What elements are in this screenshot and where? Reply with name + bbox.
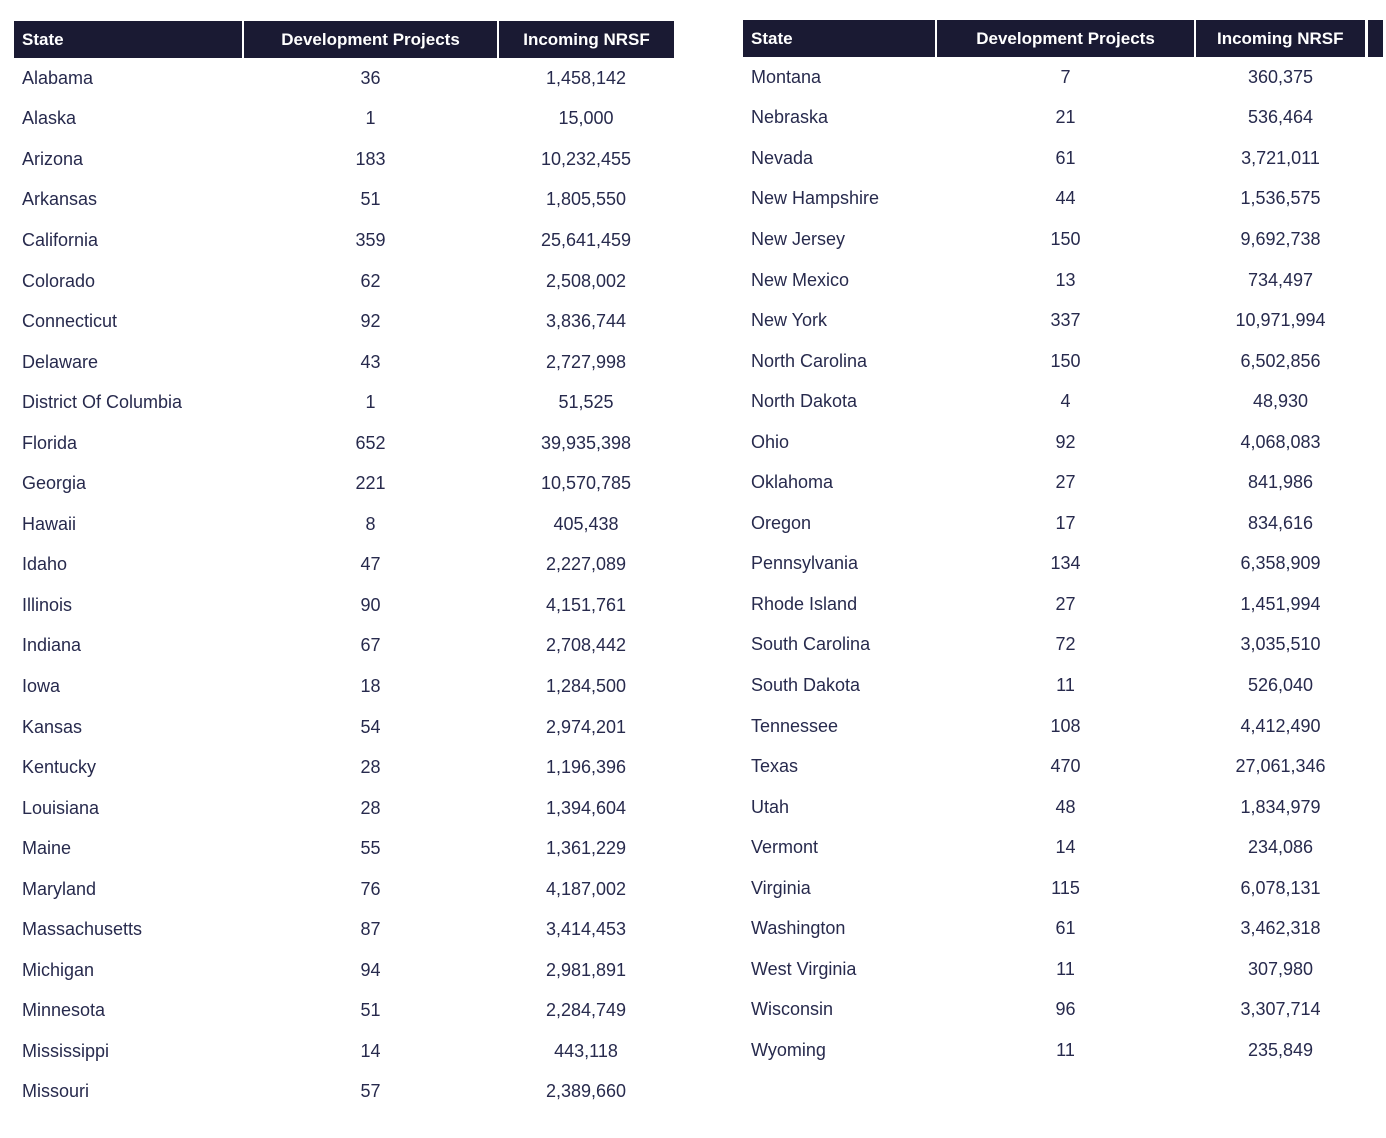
table-row [743,57,1383,98]
table-row [743,706,1383,747]
nrsf-cell: 10,971,994 [1195,300,1366,341]
state-cell: New Hampshire [743,179,936,220]
nrsf-cell: 6,358,909 [1195,544,1366,585]
empty-cell [1366,544,1383,585]
nrsf-cell: 1,536,575 [1195,179,1366,220]
projects-cell: 62 [243,261,498,302]
table-row [14,463,674,504]
projects-cell: 55 [243,828,498,869]
empty-cell [1366,179,1383,220]
projects-cell: 28 [243,747,498,788]
nrsf-cell: 1,805,550 [498,180,674,221]
table-row [743,868,1383,909]
nrsf-cell: 1,451,994 [1195,584,1366,625]
projects-cell: 8 [243,504,498,545]
table-row [14,828,674,869]
empty-cell [1366,422,1383,463]
table-row [14,950,674,991]
table-body-left [14,58,674,1112]
state-cell: Pennsylvania [743,544,936,585]
nrsf-cell: 6,502,856 [1195,341,1366,382]
table-row [14,747,674,788]
empty-cell [1366,706,1383,747]
state-cell: Indiana [14,626,243,667]
table-row [14,220,674,261]
projects-cell: 1 [243,382,498,423]
state-cell: Kentucky [14,747,243,788]
state-cell: Oregon [743,503,936,544]
projects-cell: 87 [243,909,498,950]
nrsf-cell: 2,727,998 [498,342,674,383]
projects-cell: 7 [936,57,1195,98]
state-cell: Alaska [14,99,243,140]
table-row [743,544,1383,585]
projects-cell: 28 [243,788,498,829]
projects-cell: 14 [936,827,1195,868]
empty-cell [1366,584,1383,625]
table-row [14,382,674,423]
state-cell: South Dakota [743,665,936,706]
table-row [743,503,1383,544]
empty-cell [1366,990,1383,1031]
state-cell: Utah [743,787,936,828]
projects-cell: 221 [243,463,498,504]
projects-cell: 13 [936,260,1195,301]
nrsf-cell: 841,986 [1195,462,1366,503]
state-cell: Missouri [14,1072,243,1113]
empty-cell [1366,138,1383,179]
state-cell: Idaho [14,545,243,586]
nrsf-cell: 27,061,346 [1195,746,1366,787]
state-cell: Iowa [14,666,243,707]
table-body-right [743,57,1383,1071]
column-header-incoming-nrsf: Incoming NRSF [498,21,674,58]
projects-cell: 90 [243,585,498,626]
table-row [743,98,1383,139]
state-cell: California [14,220,243,261]
projects-cell: 21 [936,98,1195,139]
nrsf-cell: 4,187,002 [498,869,674,910]
projects-cell: 44 [936,179,1195,220]
table-row [743,990,1383,1031]
state-cell: Massachusetts [14,909,243,950]
nrsf-cell: 2,227,089 [498,545,674,586]
header-row [743,20,1383,57]
state-cell: Mississippi [14,1031,243,1072]
state-cell: District Of Columbia [14,382,243,423]
projects-cell: 470 [936,746,1195,787]
nrsf-cell: 3,307,714 [1195,990,1366,1031]
projects-cell: 72 [936,625,1195,666]
projects-cell: 337 [936,300,1195,341]
empty-cell [1366,665,1383,706]
table-row [14,626,674,667]
nrsf-cell: 2,284,749 [498,991,674,1032]
table-row [14,545,674,586]
column-header-development-projects: Development Projects [936,20,1195,57]
projects-cell: 94 [243,950,498,991]
nrsf-cell: 6,078,131 [1195,868,1366,909]
nrsf-cell: 307,980 [1195,949,1366,990]
table-row [14,301,674,342]
state-cell: Minnesota [14,991,243,1032]
empty-cell [1366,827,1383,868]
state-cell: Louisiana [14,788,243,829]
table-header-left [14,21,674,58]
table-row [14,58,674,99]
table-row [14,180,674,221]
state-cell: Vermont [743,827,936,868]
state-cell: Wisconsin [743,990,936,1031]
nrsf-cell: 3,836,744 [498,301,674,342]
projects-cell: 11 [936,949,1195,990]
nrsf-cell: 2,708,442 [498,626,674,667]
state-cell: Arkansas [14,180,243,221]
projects-cell: 67 [243,626,498,667]
empty-cell [1366,503,1383,544]
table-row [743,381,1383,422]
nrsf-cell: 4,412,490 [1195,706,1366,747]
projects-cell: 92 [936,422,1195,463]
nrsf-cell: 48,930 [1195,381,1366,422]
table-row [743,746,1383,787]
table-row [743,625,1383,666]
state-cell: Michigan [14,950,243,991]
nrsf-cell: 235,849 [1195,1030,1366,1071]
projects-cell: 92 [243,301,498,342]
state-cell: Nebraska [743,98,936,139]
table-row [743,827,1383,868]
projects-cell: 150 [936,219,1195,260]
table-row [14,666,674,707]
nrsf-cell: 51,525 [498,382,674,423]
state-cell: Virginia [743,868,936,909]
projects-cell: 76 [243,869,498,910]
state-cell: South Carolina [743,625,936,666]
table-row [743,1030,1383,1071]
table-row [743,665,1383,706]
state-cell: Maine [14,828,243,869]
nrsf-cell: 234,086 [1195,827,1366,868]
projects-cell: 48 [936,787,1195,828]
empty-cell [1366,219,1383,260]
projects-cell: 27 [936,462,1195,503]
state-cell: North Carolina [743,341,936,382]
state-cell: Washington [743,908,936,949]
nrsf-cell: 2,974,201 [498,707,674,748]
table-row [14,909,674,950]
nrsf-cell: 3,414,453 [498,909,674,950]
projects-cell: 14 [243,1031,498,1072]
projects-cell: 359 [243,220,498,261]
state-cell: Texas [743,746,936,787]
empty-cell [1366,746,1383,787]
nrsf-cell: 4,068,083 [1195,422,1366,463]
projects-cell: 4 [936,381,1195,422]
projects-cell: 134 [936,544,1195,585]
state-cell: Montana [743,57,936,98]
projects-cell: 11 [936,665,1195,706]
empty-cell [1366,868,1383,909]
nrsf-cell: 1,361,229 [498,828,674,869]
state-cell: New York [743,300,936,341]
projects-cell: 43 [243,342,498,383]
table-row [743,422,1383,463]
state-cell: Delaware [14,342,243,383]
column-header-development-projects: Development Projects [243,21,498,58]
header-row [14,21,674,58]
projects-cell: 61 [936,138,1195,179]
state-cell: Florida [14,423,243,464]
projects-cell: 54 [243,707,498,748]
projects-cell: 183 [243,139,498,180]
table-row [14,99,674,140]
state-cell: North Dakota [743,381,936,422]
table-row [743,179,1383,220]
projects-cell: 96 [936,990,1195,1031]
nrsf-cell: 405,438 [498,504,674,545]
nrsf-cell: 526,040 [1195,665,1366,706]
states-table-right [743,20,1383,1071]
table-row [14,585,674,626]
projects-cell: 150 [936,341,1195,382]
state-cell: Hawaii [14,504,243,545]
table-row [14,788,674,829]
empty-cell [1366,908,1383,949]
nrsf-cell: 25,641,459 [498,220,674,261]
table-row [14,869,674,910]
empty-cell [1366,787,1383,828]
state-cell: Rhode Island [743,584,936,625]
projects-cell: 51 [243,991,498,1032]
nrsf-cell: 734,497 [1195,260,1366,301]
nrsf-cell: 9,692,738 [1195,219,1366,260]
table-header-right [743,20,1383,57]
nrsf-cell: 2,981,891 [498,950,674,991]
nrsf-cell: 443,118 [498,1031,674,1072]
projects-cell: 36 [243,58,498,99]
projects-cell: 652 [243,423,498,464]
state-cell: Alabama [14,58,243,99]
state-cell: Maryland [14,869,243,910]
projects-cell: 57 [243,1072,498,1113]
state-cell: Nevada [743,138,936,179]
empty-cell [1366,625,1383,666]
projects-cell: 108 [936,706,1195,747]
cropped-column-header [1366,20,1383,57]
nrsf-cell: 834,616 [1195,503,1366,544]
nrsf-cell: 10,570,785 [498,463,674,504]
projects-cell: 1 [243,99,498,140]
empty-cell [1366,300,1383,341]
state-cell: Colorado [14,261,243,302]
table-row [14,1031,674,1072]
empty-cell [1366,381,1383,422]
state-cell: West Virginia [743,949,936,990]
table-row [743,949,1383,990]
table-row [743,908,1383,949]
nrsf-cell: 3,462,318 [1195,908,1366,949]
nrsf-cell: 2,508,002 [498,261,674,302]
state-cell: Tennessee [743,706,936,747]
column-header-incoming-nrsf: Incoming NRSF [1195,20,1366,57]
table-row [743,341,1383,382]
nrsf-cell: 360,375 [1195,57,1366,98]
state-cell: Connecticut [14,301,243,342]
states-table-left [14,21,674,1112]
table-row [14,504,674,545]
table-row [743,787,1383,828]
nrsf-cell: 4,151,761 [498,585,674,626]
nrsf-cell: 2,389,660 [498,1072,674,1113]
empty-cell [1366,98,1383,139]
column-header-state: State [743,20,936,57]
empty-cell [1366,1030,1383,1071]
empty-cell [1366,949,1383,990]
table-row [743,584,1383,625]
column-header-state: State [14,21,243,58]
nrsf-cell: 15,000 [498,99,674,140]
state-cell: New Mexico [743,260,936,301]
state-cell: Illinois [14,585,243,626]
projects-cell: 47 [243,545,498,586]
projects-cell: 51 [243,180,498,221]
projects-cell: 17 [936,503,1195,544]
table-row [14,342,674,383]
state-cell: Wyoming [743,1030,936,1071]
nrsf-cell: 10,232,455 [498,139,674,180]
state-cell: Oklahoma [743,462,936,503]
table-row [743,462,1383,503]
nrsf-cell: 39,935,398 [498,423,674,464]
nrsf-cell: 536,464 [1195,98,1366,139]
nrsf-cell: 1,834,979 [1195,787,1366,828]
nrsf-cell: 1,458,142 [498,58,674,99]
nrsf-cell: 3,721,011 [1195,138,1366,179]
table-row [743,219,1383,260]
table-row [14,1072,674,1113]
empty-cell [1366,260,1383,301]
nrsf-cell: 1,284,500 [498,666,674,707]
state-cell: New Jersey [743,219,936,260]
empty-cell [1366,57,1383,98]
table-row [14,139,674,180]
projects-cell: 18 [243,666,498,707]
table-row [743,300,1383,341]
projects-cell: 11 [936,1030,1195,1071]
table-row [14,991,674,1032]
table-row [743,260,1383,301]
table-row [14,261,674,302]
projects-cell: 115 [936,868,1195,909]
table-row [14,707,674,748]
state-cell: Ohio [743,422,936,463]
nrsf-cell: 3,035,510 [1195,625,1366,666]
table-row [14,423,674,464]
projects-cell: 27 [936,584,1195,625]
nrsf-cell: 1,394,604 [498,788,674,829]
state-cell: Kansas [14,707,243,748]
nrsf-cell: 1,196,396 [498,747,674,788]
projects-cell: 61 [936,908,1195,949]
state-cell: Georgia [14,463,243,504]
empty-cell [1366,462,1383,503]
state-cell: Arizona [14,139,243,180]
table-row [743,138,1383,179]
empty-cell [1366,341,1383,382]
